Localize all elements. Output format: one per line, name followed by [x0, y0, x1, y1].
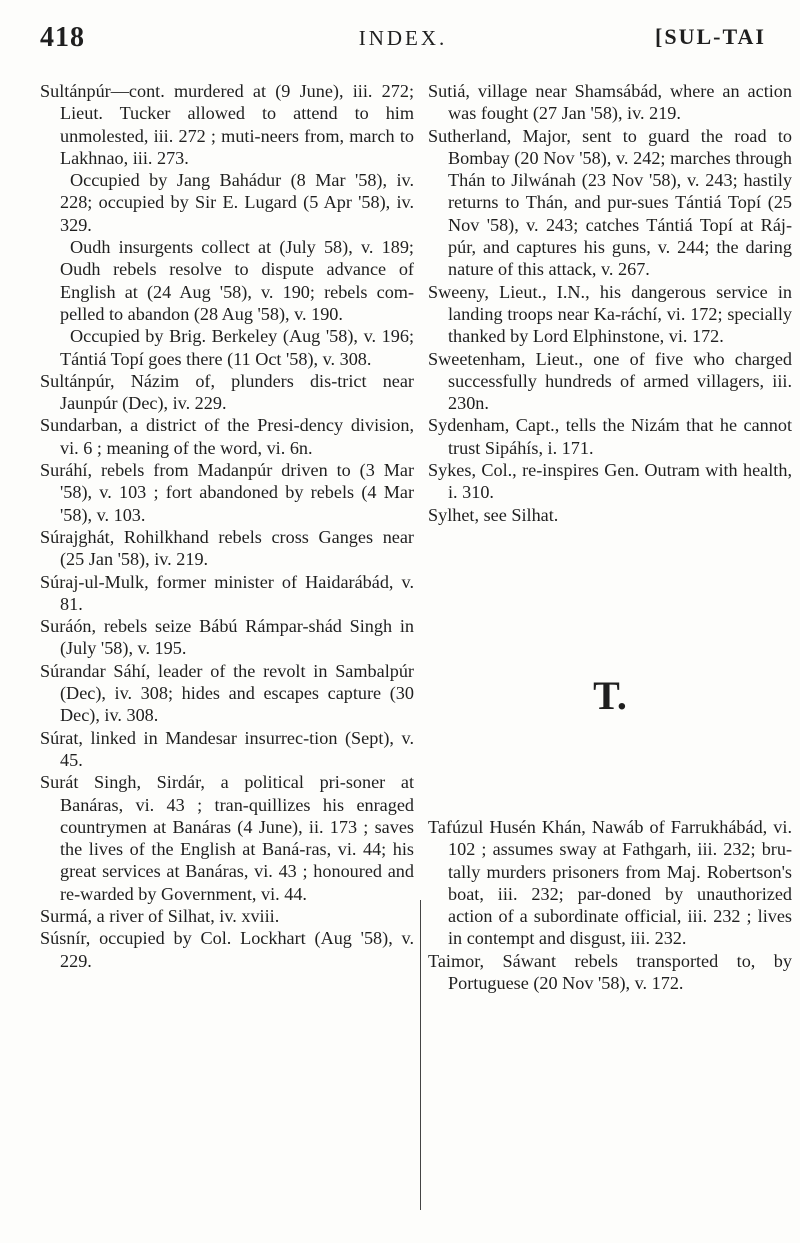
index-entry: Sultánpúr—cont. murdered at (9 June), iii. 272; Lieut. Tucker allowed to attend to him unmolested, iii. 272 ; muti-neers from, march to Lakhnao, iii. 273.: [40, 81, 414, 168]
index-entry: Súsnír, occupied by Col. Lockhart (Aug '58), v. 229.: [40, 928, 414, 971]
index-entry: Suráón, rebels seize Bábú Rámpar-shád Singh in (July '58), v. 195.: [40, 616, 414, 659]
running-title: INDEX.: [358, 26, 448, 50]
index-entry: Sutiá, village near Shamsábád, where an action was fought (27 Jan '58), iv. 219.: [428, 81, 792, 124]
index-entry: Sutherland, Major, sent to guard the road to Bombay (20 Nov '58), v. 242; marches through Thán to Jilwánah (23 Nov '58), v. 243; hastily returns to Thán, and pur-sues Tántiá Topí (25 Nov '58), v. 243; catches Tántiá Topí at Ráj-púr, and captures his guns, v. 244; the daring nature of this attack, v. 267.: [428, 125, 792, 280]
index-entry: Súrajghát, Rohilkhand rebels cross Ganges near (25 Jan '58), iv. 219.: [40, 526, 414, 570]
index-entry: Tafúzul Husén Khán, Nawáb of Farrukhábád, vi. 102 ; assumes sway at Fathgarh, iii. 232; bru-tally murders prisoners from Maj. Robertson's boat, iii. 232; par-doned by unauthorized action of a subordinate official, iii. 232 ; lives in contempt and disgust, iii. 232.: [428, 816, 792, 949]
index-entry: Taimor, Sáwant rebels transported to, by Portuguese (20 Nov '58), v. 172.: [428, 950, 792, 994]
index-entry: Suráhí, rebels from Madanpúr driven to (3 Mar '58), v. 103 ; fort abandoned by rebels (4 Mar '58), v. 103.: [40, 460, 414, 525]
index-entry: Sultánpúr, Názim of, plunders dis-trict near Jaunpúr (Dec), iv. 229.: [40, 370, 414, 414]
index-entry: Súraj-ul-Mulk, former minister of Haidarábád, v. 81.: [40, 571, 414, 614]
index-subentry: Occupied by Brig. Berkeley (Aug '58), v. 196; Tántiá Topí goes there (11 Oct '58), v. 308.: [60, 326, 414, 369]
page-number: 418: [40, 22, 85, 53]
index-entry: Súrat, linked in Mandesar insurrec-tion (Sept), v. 45.: [40, 727, 414, 770]
index-entry: Sundarban, a district of the Presi-dency division, vi. 6 ; meaning of the word, vi. 6n.: [40, 415, 414, 458]
index-entry: Surmá, a river of Silhat, iv. xviii.: [40, 905, 280, 926]
index-subentry: Oudh insurgents collect at (July 58), v. 189; Oudh rebels resolve to dispute advance of English at (24 Aug '58), v. 190; rebels com-pelled to abandon (28 Aug '58), v. 190.: [60, 237, 414, 324]
index-entry: Sykes, Col., re-inspires Gen. Outram with health, i. 310.: [428, 460, 792, 503]
index-entry: Súrandar Sáhí, leader of the revolt in Sambalpúr (Dec), iv. 308; hides and escapes capture (30 Dec), iv. 308.: [40, 660, 414, 726]
index-entry: Sydenham, Capt., tells the Nizám that he cannot trust Sipáhís, i. 171.: [428, 415, 792, 458]
index-entry: Sylhet, see Silhat.: [428, 504, 559, 525]
index-entry: Sweeny, Lieut., I.N., his dangerous service in landing troops near Ka-ráchí, vi. 172; specially thanked by Lord Elphinstone, vi. 172.: [428, 281, 792, 347]
index-entry: Sweetenham, Lieut., one of five who charged successfully hundreds of armed villagers, iii. 230n.: [428, 348, 792, 414]
index-range: [SUL-TAI: [655, 24, 766, 49]
page-header: [40, 22, 766, 66]
column-divider: [420, 900, 421, 1210]
right-column: [428, 80, 792, 994]
section-letter: T.: [593, 672, 627, 718]
index-entry: Surát Singh, Sirdár, a political pri-soner at Banáras, vi. 43 ; tran-quillizes his enraged countrymen at Banáras (4 June), ii. 173 ; saves the lives of the English at Baná-ras, vi. 44; his great services at Banáras, vi. 43 ; honoured and re-warded by Government, vi. 44.: [40, 772, 414, 904]
index-subentry: Occupied by Jang Bahádur (8 Mar '58), iv. 228; occupied by Sir E. Lugard (5 Apr '58), iv. 329.: [60, 170, 414, 235]
left-column: [40, 80, 414, 972]
